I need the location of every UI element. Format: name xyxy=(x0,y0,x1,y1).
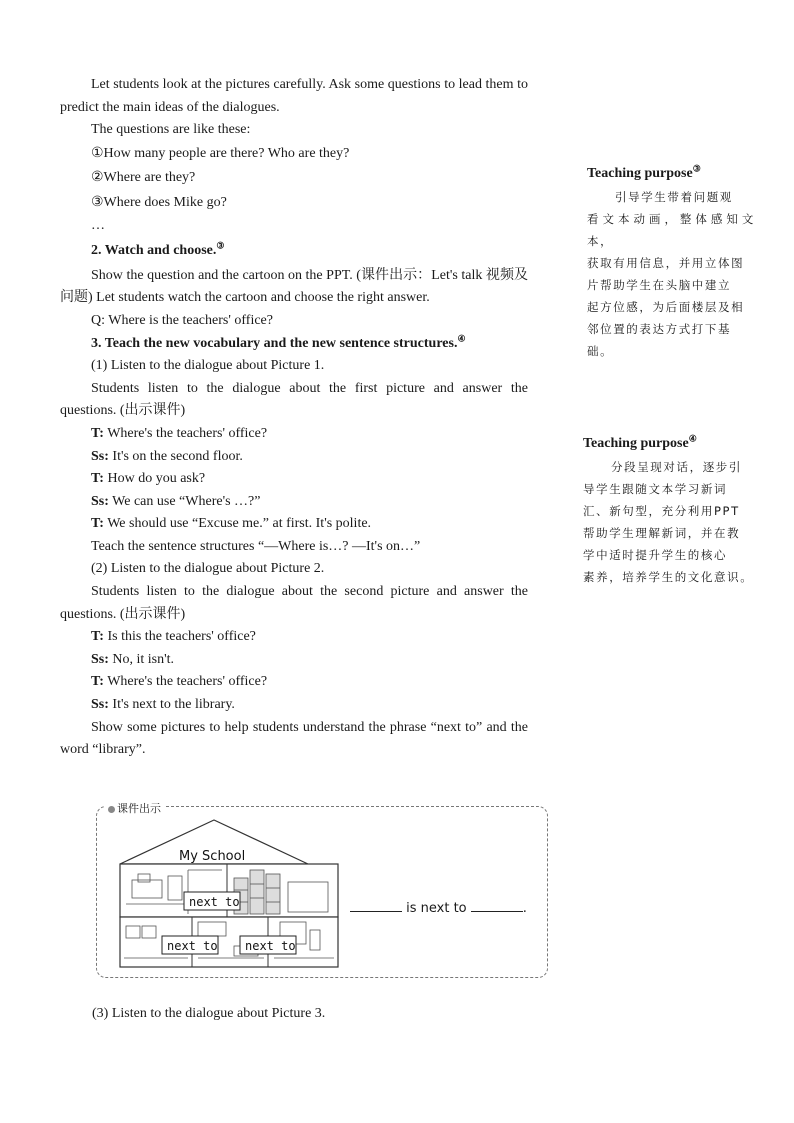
dialogue-line: Ss: It's on the second floor. xyxy=(91,448,243,464)
dialogue-line: T: We should use “Excuse me.” at first. It's polite. xyxy=(91,516,372,532)
school-illustration xyxy=(118,818,342,970)
note-title: Teaching purpose③ xyxy=(587,163,701,181)
dialogue-line: T: Is this the teachers' office? xyxy=(91,629,256,645)
answer-blank-1[interactable] xyxy=(350,900,402,912)
dialogue-1 xyxy=(60,423,528,536)
lesson-body xyxy=(60,74,528,762)
answer-blank-2[interactable] xyxy=(471,900,523,912)
sub-step-3: (3) Listen to the dialogue about Picture 3. xyxy=(92,1006,326,1021)
sub-step-2-paragraph: Students listen to the dialogue about the second picture and answer the questions. (出示课件) xyxy=(60,584,528,622)
teach-structures: Teach the sentence structures “—Where is…? —It's on…” xyxy=(91,538,421,554)
step2-heading: 2. Watch and choose.③ xyxy=(91,240,225,259)
question-1: ①How many people are there? Who are they? xyxy=(91,145,350,161)
dialogue-line: T: Where's the teachers' office? xyxy=(91,425,268,441)
label-next-to-right: next to xyxy=(245,939,296,953)
dialogue-line: T: How do you ask? xyxy=(91,471,206,487)
sub-step-2: (2) Listen to the dialogue about Picture 2. xyxy=(91,561,325,577)
teaching-purpose-note-4: Teaching purpose④ 分段呈现对话，逐步引 导学生跟随文本学习新词 汇、新句型，充分利用PPT 帮助学生理解新词，并在教 学中适时提升学生的核心 素养，培养学生的文化意识。 xyxy=(583,433,754,584)
step2-paragraph: Show the question and the cartoon on the PPT. (课件出示：Let's talk 视频及问题) Let students watch the cartoon and choose the right answer. xyxy=(60,267,528,306)
teaching-purpose-note-3: Teaching purpose③ 引导学生带着问题观 看文本动画，整体感知文本， 获取有用信息，并用立体图 片帮助学生在头脑中建立 起方位感，为后面楼层及相 邻位置的表达方式打下基 础。 xyxy=(587,163,755,358)
dialogue-line: Ss: We can use “Where's …?” xyxy=(91,493,261,509)
intro-paragraph: Let students look at the pictures carefully. Ask some questions to lead them to predict the main ideas of the dialogues. xyxy=(60,77,528,115)
note-mark-3: ③ xyxy=(216,240,225,251)
note-title: Teaching purpose④ xyxy=(583,433,697,451)
sub-step-1: (1) Listen to the dialogue about Picture 1. xyxy=(91,358,325,374)
step3-heading: 3. Teach the new vocabulary and the new sentence structures.④ xyxy=(91,332,466,351)
label-next-to-top: next to xyxy=(189,895,240,909)
question-2: ②Where are they? xyxy=(91,170,196,186)
dialogue-line: T: Where's the teachers' office? xyxy=(91,674,268,690)
step2-question: Q: Where is the teachers' office? xyxy=(91,312,273,328)
figure-caption: 课件出示 xyxy=(105,800,164,816)
questions-lead: The questions are like these: xyxy=(91,122,251,138)
label-next-to-left: next to xyxy=(167,939,218,953)
ellipsis: … xyxy=(91,217,105,233)
dialogue-line: Ss: No, it isn't. xyxy=(91,651,175,667)
dialogue-line: Ss: It's next to the library. xyxy=(91,697,235,713)
show-pictures-paragraph: Show some pictures to help students understand the phrase “next to” and the word “library”. xyxy=(60,719,528,758)
fill-in-sentence: is next to . xyxy=(350,900,527,916)
note-mark-4: ④ xyxy=(457,332,466,343)
sub-step-1-paragraph: Students listen to the dialogue about the first picture and answer the questions. (出示课件) xyxy=(60,380,528,419)
house-title: My School xyxy=(179,849,246,864)
question-3: ③Where does Mike go? xyxy=(91,194,227,210)
dialogue-2 xyxy=(60,626,528,716)
